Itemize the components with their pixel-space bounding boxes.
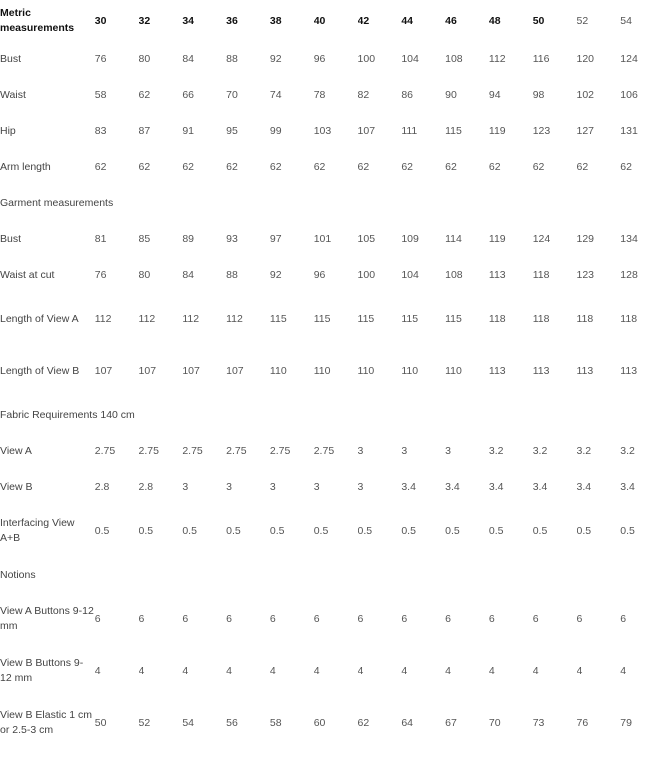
table-cell: 62: [138, 89, 151, 101]
table-cell: 4: [401, 665, 408, 677]
table-cell: 6: [532, 613, 539, 625]
row-label: Waist at cut: [0, 268, 55, 281]
table-cell: 118: [576, 313, 594, 325]
table-cell: 129: [576, 233, 595, 245]
table-cell: 103: [313, 125, 332, 137]
table-cell: 3.4: [532, 481, 548, 493]
table-cell: 3.4: [576, 481, 592, 493]
table-cell: 62: [576, 161, 589, 173]
table-cell: 73: [532, 717, 545, 729]
section-label: Notions: [0, 569, 36, 581]
table-cell: 93: [226, 233, 238, 245]
table-cell: 115: [445, 125, 462, 137]
table-row: [0, 113, 651, 149]
table-cell: 112: [226, 313, 243, 325]
table-cell: 108: [445, 269, 463, 281]
table-cell: 4: [532, 665, 539, 677]
table-cell: 76: [94, 269, 107, 281]
table-cell: 2.8: [94, 481, 110, 493]
table-row: [0, 345, 651, 397]
table-cell: 100: [357, 53, 376, 65]
table-cell: 4: [269, 665, 276, 677]
table-cell: 119: [488, 233, 506, 245]
table-cell: 3: [269, 481, 276, 493]
table-cell: 0.5: [226, 525, 241, 537]
table-cell: 119: [488, 125, 506, 137]
row-label: View A Buttons 9-12 mm: [0, 605, 94, 632]
table-cell: 4: [576, 665, 583, 677]
size-header: 32: [138, 14, 151, 27]
table-cell: 3: [357, 481, 364, 493]
table-cell: 3.4: [488, 481, 504, 493]
table-cell: 6: [269, 613, 276, 625]
header-row: [0, 0, 651, 41]
size-header: 52: [576, 14, 589, 27]
table-cell: 6: [182, 613, 189, 625]
table-cell: 4: [620, 665, 627, 677]
table-row: [0, 77, 651, 113]
table-cell: 134: [620, 233, 638, 245]
table-cell: 113: [488, 269, 506, 281]
table-cell: 83: [94, 125, 107, 137]
table-cell: 0.5: [357, 525, 373, 537]
table-cell: 107: [182, 365, 200, 377]
table-cell: 76: [576, 717, 589, 729]
table-cell: 4: [226, 665, 232, 677]
table-cell: 4: [94, 665, 101, 677]
row-label: Interfacing View A+B: [0, 517, 75, 544]
table-cell: 56: [226, 717, 238, 729]
table-cell: 76: [94, 53, 107, 65]
table-cell: 3.4: [401, 481, 416, 493]
table-cell: 6: [620, 613, 627, 625]
table-cell: 0.5: [94, 525, 110, 537]
table-cell: 6: [94, 613, 101, 625]
table-cell: 99: [269, 125, 282, 137]
table-cell: 3: [357, 445, 364, 457]
table-cell: 6: [357, 613, 364, 625]
table-cell: 95: [226, 125, 238, 137]
table-cell: 60: [313, 717, 326, 729]
table-cell: 112: [138, 313, 156, 325]
section-label: Garment measurements: [0, 197, 114, 209]
table-cell: 0.5: [488, 525, 504, 537]
table-cell: 70: [488, 717, 501, 729]
table-cell: 87: [138, 125, 151, 137]
table-cell: 110: [357, 365, 375, 377]
table-cell: 82: [357, 89, 370, 101]
table-cell: 4: [313, 665, 320, 677]
table-cell: 110: [269, 365, 287, 377]
table-cell: 62: [532, 161, 545, 173]
table-cell: 120: [576, 53, 595, 65]
table-cell: 0.5: [445, 525, 460, 537]
row-label: View B Elastic 1 cm or 2.5-3 cm: [0, 709, 93, 736]
table-cell: 62: [620, 161, 632, 173]
table-cell: 84: [182, 269, 195, 281]
table-cell: 106: [620, 89, 638, 101]
table-cell: 118: [488, 313, 506, 325]
table-cell: 3.4: [620, 481, 635, 493]
table-cell: 74: [269, 89, 282, 101]
row-label: View B Buttons 9-12 mm: [0, 657, 84, 684]
table-cell: 0.5: [620, 525, 635, 537]
table-cell: 3: [226, 481, 232, 493]
size-header: 34: [182, 14, 195, 27]
table-cell: 112: [488, 53, 506, 65]
table-cell: 2.75: [313, 445, 335, 457]
table-row: [0, 469, 651, 505]
size-header: 40: [313, 14, 326, 27]
table-cell: 2.8: [138, 481, 154, 493]
table-row: [0, 505, 651, 557]
table-cell: 62: [357, 161, 370, 173]
table-cell: 3: [445, 445, 451, 457]
section-label: Fabric Requirements 140 cm: [0, 409, 135, 421]
table-cell: 124: [620, 53, 638, 65]
table-cell: 124: [532, 233, 551, 245]
section-row: [0, 557, 651, 593]
table-cell: 96: [313, 53, 326, 65]
table-cell: 101: [313, 233, 332, 245]
table-cell: 88: [226, 269, 238, 281]
table-cell: 86: [401, 89, 413, 101]
table-cell: 113: [488, 365, 506, 377]
table-cell: 6: [401, 613, 408, 625]
table-cell: 0.5: [401, 525, 416, 537]
table-cell: 3: [182, 481, 189, 493]
table-cell: 64: [401, 717, 413, 729]
table-cell: 62: [226, 161, 238, 173]
table-cell: 3.4: [445, 481, 460, 493]
table-row: [0, 149, 651, 185]
table-cell: 2.75: [226, 445, 247, 457]
table-cell: 115: [445, 313, 462, 325]
table-cell: 118: [532, 269, 550, 281]
table-cell: 113: [576, 365, 594, 377]
table-cell: 110: [313, 365, 331, 377]
table-cell: 91: [182, 125, 195, 137]
table-cell: 0.5: [532, 525, 548, 537]
table-cell: 3: [401, 445, 408, 457]
table-cell: 92: [269, 53, 282, 65]
table-cell: 98: [532, 89, 545, 101]
table-cell: 62: [488, 161, 501, 173]
table-cell: 3.2: [620, 445, 635, 457]
table-cell: 112: [94, 313, 112, 325]
table-cell: 90: [445, 89, 457, 101]
table-cell: 6: [576, 613, 583, 625]
table-row: [0, 41, 651, 77]
size-header: 38: [269, 14, 282, 27]
table-cell: 3.2: [576, 445, 592, 457]
table-cell: 94: [488, 89, 501, 101]
table-cell: 127: [576, 125, 595, 137]
row-label: Arm length: [0, 160, 51, 173]
table-cell: 62: [138, 161, 151, 173]
size-header: 54: [620, 14, 632, 27]
table-cell: 123: [532, 125, 551, 137]
row-label: Length of View B: [0, 364, 80, 377]
table-cell: 4: [357, 665, 364, 677]
table-cell: 112: [182, 313, 200, 325]
table-row: [0, 697, 651, 749]
table-cell: 80: [138, 53, 151, 65]
table-cell: 3.2: [532, 445, 548, 457]
table-cell: 66: [182, 89, 195, 101]
table-cell: 88: [226, 53, 238, 65]
table-row: [0, 257, 651, 293]
table-cell: 4: [445, 665, 451, 677]
table-cell: 70: [226, 89, 238, 101]
table-cell: 62: [94, 161, 107, 173]
table-cell: 4: [182, 665, 189, 677]
table-cell: 102: [576, 89, 595, 101]
table-cell: 2.75: [138, 445, 159, 457]
table-cell: 6: [138, 613, 145, 625]
table-cell: 6: [313, 613, 320, 625]
table-cell: 62: [357, 717, 370, 729]
row-label: Bust: [0, 52, 22, 65]
table-cell: 2.75: [94, 445, 116, 457]
table-cell: 0.5: [576, 525, 592, 537]
row-label: Length of View A: [0, 312, 79, 325]
table-cell: 4: [488, 665, 495, 677]
table-cell: 114: [445, 233, 462, 245]
table-cell: 111: [401, 125, 418, 137]
size-chart-body: [0, 41, 651, 749]
table-row: [0, 645, 651, 697]
table-cell: 107: [94, 365, 113, 377]
size-header: 30: [94, 14, 107, 27]
table-cell: 6: [488, 613, 495, 625]
table-cell: 97: [269, 233, 282, 245]
row-label: Bust: [0, 232, 22, 245]
table-cell: 96: [313, 269, 326, 281]
size-header: 44: [401, 14, 413, 27]
row-label: Waist: [0, 88, 26, 101]
table-cell: 89: [182, 233, 195, 245]
row-label: View B: [0, 480, 33, 493]
header-label: Metric measurements: [0, 6, 75, 34]
table-cell: 0.5: [138, 525, 154, 537]
table-cell: 131: [620, 125, 638, 137]
section-row: [0, 397, 651, 433]
table-cell: 79: [620, 717, 632, 729]
table-cell: 54: [182, 717, 195, 729]
table-cell: 110: [445, 365, 462, 377]
table-cell: 80: [138, 269, 151, 281]
table-cell: 128: [620, 269, 638, 281]
table-cell: 62: [401, 161, 413, 173]
table-cell: 50: [94, 717, 107, 729]
table-cell: 6: [226, 613, 232, 625]
table-cell: 0.5: [313, 525, 329, 537]
table-cell: 3: [313, 481, 320, 493]
table-cell: 62: [313, 161, 326, 173]
table-cell: 113: [532, 365, 550, 377]
table-cell: 6: [445, 613, 451, 625]
table-cell: 4: [138, 665, 145, 677]
table-cell: 115: [357, 313, 375, 325]
table-row: [0, 293, 651, 345]
table-cell: 2.75: [182, 445, 203, 457]
table-cell: 115: [401, 313, 419, 325]
size-header: 48: [488, 14, 501, 27]
table-row: [0, 221, 651, 257]
table-row: [0, 433, 651, 469]
table-cell: 104: [401, 269, 419, 281]
table-cell: 78: [313, 89, 326, 101]
table-row: [0, 593, 651, 645]
row-label: View A: [0, 444, 32, 457]
table-cell: 123: [576, 269, 595, 281]
table-cell: 52: [138, 717, 151, 729]
table-cell: 110: [401, 365, 419, 377]
table-cell: 104: [401, 53, 419, 65]
table-cell: 108: [445, 53, 463, 65]
table-cell: 107: [226, 365, 244, 377]
table-cell: 105: [357, 233, 376, 245]
size-header: 50: [532, 14, 545, 27]
table-cell: 116: [532, 53, 550, 65]
table-cell: 0.5: [182, 525, 197, 537]
section-row: [0, 185, 651, 221]
table-cell: 118: [620, 313, 638, 325]
table-cell: 118: [532, 313, 550, 325]
table-cell: 0.5: [269, 525, 285, 537]
table-cell: 67: [445, 717, 457, 729]
table-cell: 58: [269, 717, 282, 729]
table-cell: 113: [620, 365, 638, 377]
table-cell: 81: [94, 233, 107, 245]
table-cell: 115: [269, 313, 287, 325]
table-cell: 115: [313, 313, 331, 325]
table-cell: 107: [138, 365, 157, 377]
table-cell: 107: [357, 125, 376, 137]
size-header: 36: [226, 14, 238, 27]
size-header: 42: [357, 14, 370, 27]
table-cell: 58: [94, 89, 107, 101]
table-cell: 2.75: [269, 445, 291, 457]
table-cell: 100: [357, 269, 376, 281]
table-cell: 85: [138, 233, 151, 245]
table-cell: 109: [401, 233, 419, 245]
size-header: 46: [445, 14, 457, 27]
table-cell: 62: [182, 161, 195, 173]
table-cell: 62: [445, 161, 457, 173]
table-cell: 62: [269, 161, 282, 173]
table-cell: 92: [269, 269, 282, 281]
table-cell: 84: [182, 53, 195, 65]
table-cell: 3.2: [488, 445, 504, 457]
row-label: Hip: [0, 124, 16, 137]
